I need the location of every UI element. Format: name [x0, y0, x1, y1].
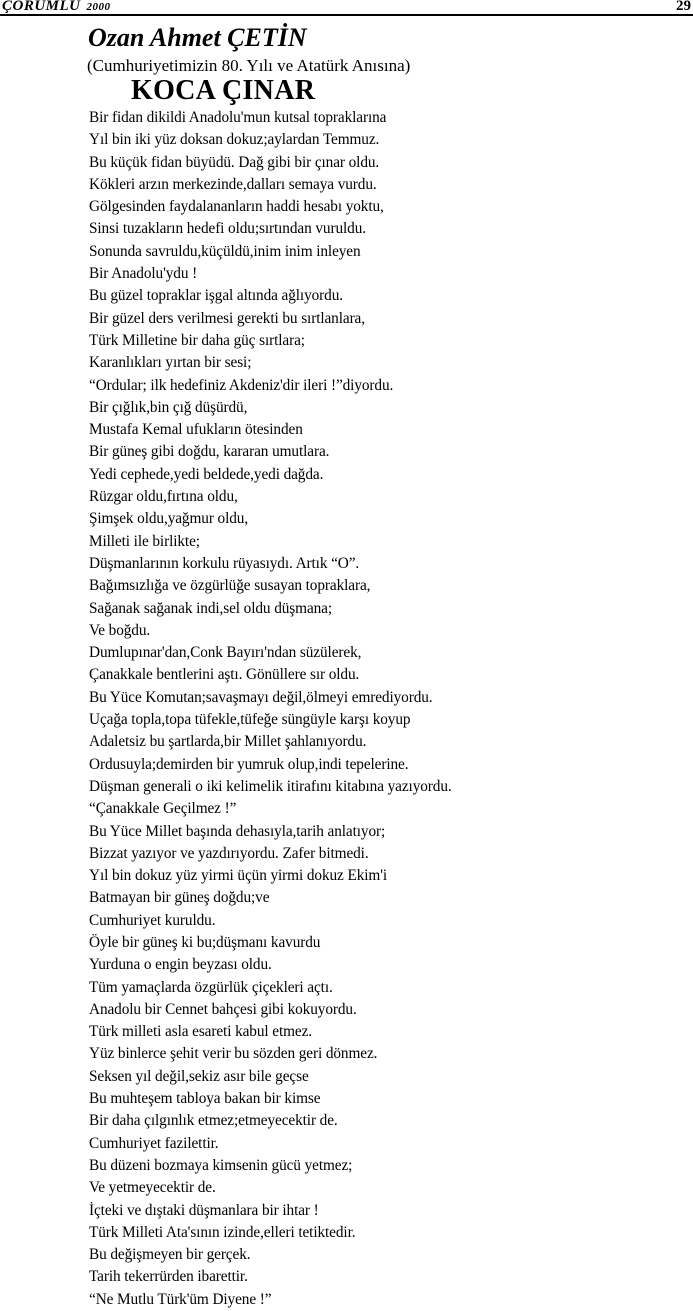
poem-line: Bir daha çılgınlık etmez;etmeyecektir de.	[89, 1112, 338, 1130]
poem-line: Türk milleti asla esareti kabul etmez.	[89, 1023, 313, 1041]
poem-line: Bu küçük fidan büyüdü. Dağ gibi bir çınar oldu.	[89, 153, 380, 171]
poem-line: Bu Yüce Komutan;savaşmayı değil,ölmeyi emrediyordu.	[89, 688, 433, 706]
poem-line: “Ne Mutlu Türk'üm Diyene !”	[89, 1290, 272, 1308]
poem-line: “Çanakkale Geçilmez !”	[89, 800, 237, 818]
poem-line: Bir Anadolu'ydu !	[89, 265, 198, 283]
poem-line: Ve boğdu.	[89, 621, 151, 639]
poem-line: Mustafa Kemal ufukların ötesinden	[89, 421, 303, 439]
poem-line: İçteki ve dıştaki düşmanlara bir ihtar !	[89, 1201, 319, 1219]
poem-line: Tüm yamaçlarda özgürlük çiçekleri açtı.	[89, 978, 333, 996]
poem-line: Bir fidan dikildi Anadolu'mun kutsal topraklarına	[89, 109, 387, 126]
poem-line: Rüzgar oldu,fırtına oldu,	[89, 488, 238, 506]
poem-title: KOCA ÇINAR	[131, 75, 316, 106]
poem-line: Bu Yüce Millet başında dehasıyla,tarih anlatıyor;	[89, 822, 386, 840]
poem-line: Cumhuriyet kuruldu.	[89, 911, 216, 929]
poem-line: Seksen yıl değil,sekiz asır bile geçse	[89, 1067, 309, 1085]
poem-line: Sonunda savruldu,küçüldü,inim inim inleyen	[89, 242, 361, 260]
poem-line: Yüz binlerce şehit verir bu sözden geri dönmez.	[89, 1045, 378, 1063]
masthead-title: ÇORUMLU	[2, 0, 81, 14]
poem-line: Bizzat yazıyor ve yazdırıyordu. Zafer bitmedi.	[89, 844, 369, 862]
poem-line: Çanakkale bentlerini aştı. Gönüllere sır oldu.	[89, 666, 360, 684]
poem-line: Düşman generali o iki kelimelik itirafını kitabına yazıyordu.	[89, 777, 452, 795]
masthead	[2, 0, 111, 15]
poem-line: Milleti ile birlikte;	[89, 532, 200, 550]
poem-line: Tarih tekerrürden ibarettir.	[89, 1268, 248, 1286]
author-name: Ozan Ahmet ÇETİN	[88, 23, 307, 52]
page-number: 29	[676, 0, 691, 14]
poem-line: Karanlıkları yırtan bir sesi;	[89, 354, 252, 372]
poem-line: Sinsi tuzakların hedefi oldu;sırtından vuruldu.	[89, 220, 366, 238]
poem-line: Bu muhteşem tabloya bakan bir kimse	[89, 1090, 321, 1108]
poem-line: Ve yetmeyecektir de.	[89, 1179, 216, 1197]
poem-line: Cumhuriyet fazilettir.	[89, 1134, 219, 1152]
poem-line: Yıl bin iki yüz doksan dokuz;aylardan Temmuz.	[89, 131, 380, 149]
poem-line: Uçağa topla,topa tüfekle,tüfeğe süngüyle karşı koyup	[89, 711, 411, 729]
poem-line: Bu düzeni bozmaya kimsenin gücü yetmez;	[89, 1156, 353, 1174]
poem-line: Bağımsızlığa ve özgürlüğe susayan topraklara,	[89, 577, 371, 595]
header-rule	[0, 14, 693, 16]
poem-line: Kökleri arzın merkezinde,dalları semaya vurdu.	[89, 175, 377, 193]
poem-line: Bu değişmeyen bir gerçek.	[89, 1246, 251, 1264]
poem-line: Dumlupınar'dan,Conk Bayırı'ndan süzülerek,	[89, 644, 362, 662]
poem-line: Bir çığlık,bin çığ düşürdü,	[89, 398, 248, 416]
poem-line: Ordusuyla;demirden bir yumruk olup,indi tepelerine.	[89, 755, 409, 773]
poem-line: Yıl bin dokuz yüz yirmi üçün yirmi dokuz Ekim'i	[89, 867, 388, 885]
page-header	[0, 0, 693, 16]
poem-line: Şimşek oldu,yağmur oldu,	[89, 510, 249, 528]
poem-line: Sağanak sağanak indi,sel oldu düşmana;	[89, 599, 333, 617]
poem-line: Batmayan bir güneş doğdu;ve	[89, 889, 270, 907]
poem-line: Adaletsiz bu şartlarda,bir Millet şahlanıyordu.	[89, 733, 367, 751]
poem-line: Bir güzel ders verilmesi gerekti bu sırtlanlara,	[89, 309, 365, 327]
poem-line: Öyle bir güneş ki bu;düşmanı kavurdu	[89, 933, 321, 951]
poem-line: Bu güzel topraklar işgal altında ağlıyordu.	[89, 287, 343, 305]
poem-line: Yurduna o engin beyzası oldu.	[89, 956, 272, 974]
poem-line: Anadolu bir Cennet bahçesi gibi kokuyordu.	[89, 1000, 357, 1018]
poem-line: Düşmanlarının korkulu rüyasıydı. Artık “O”.	[89, 554, 360, 572]
poem-line: Bir güneş gibi doğdu, kararan umutlara.	[89, 443, 330, 461]
poem-line: Türk Milletine bir daha güç sırtlara;	[89, 331, 305, 349]
poem-line: Türk Milleti Ata'sının izinde,elleri tetiktedir.	[89, 1223, 356, 1241]
poem-body	[89, 107, 452, 1311]
poem-line: “Ordular; ilk hedefiniz Akdeniz'dir ileri !”diyordu.	[89, 376, 394, 394]
poem-dedication: (Cumhuriyetimizin 80. Yılı ve Atatürk Anısına)	[87, 56, 411, 75]
poem-line: Gölgesinden faydalananların haddi hesabı yoktu,	[89, 198, 384, 216]
masthead-year: 2000	[86, 1, 111, 13]
poem-line: Yedi cephede,yedi beldede,yedi dağda.	[89, 465, 324, 483]
